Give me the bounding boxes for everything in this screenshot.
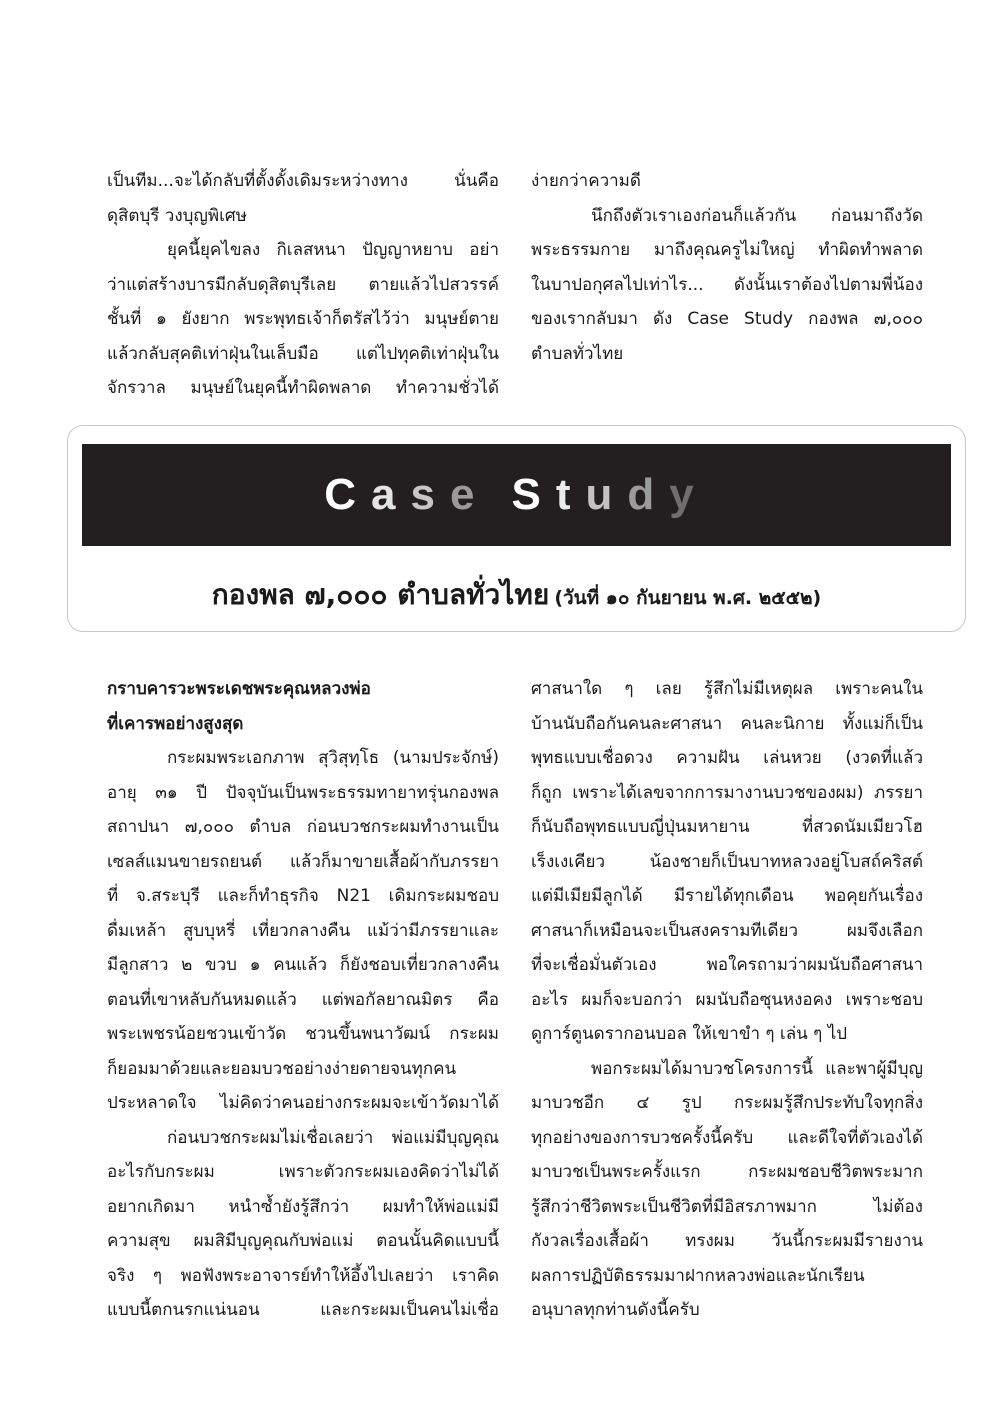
top-left-column	[107, 164, 499, 406]
text-line: ดูการ์ตูนดรากอนบอล ให้เขาขำ ๆ เล่น ๆ ไป	[531, 1024, 848, 1044]
text-line: ศาสนาก็เหมือนจะเป็นสงครามทีเดียว ผมจึงเลือก	[531, 920, 923, 941]
text-line: พระเพชรน้อยชวนเข้าวัด ชวนขึ้นพนาวัฒน์ กระผม	[107, 1024, 499, 1044]
text-line: ดื่มเหล้า สูบบุหรี่ เที่ยวกลางคืน แม้ว่ามีภรรยาและ	[107, 920, 499, 941]
banner-letter: t	[555, 470, 586, 519]
text-line: ตำบลทั่วไทย	[531, 343, 624, 364]
salutation-line: ที่เคารพอย่างสูงสุด	[107, 713, 244, 734]
text-line: อยากเกิดมา หนำซ้ำยังรู้สึกว่า ผมทำให้พ่อแม่มี	[107, 1196, 499, 1217]
case-study-date: (วันที่ ๑๐ กันยายน พ.ศ. ๒๕๕๒)	[554, 587, 822, 609]
banner-letter: s	[410, 470, 450, 519]
text-line: กังวลเรื่องเสื้อผ้า ทรงผม วันนี้กระผมมีรายงาน	[531, 1231, 923, 1251]
text-line: ก็นับถือพุทธแบบญี่ปุ่นมหายาน ที่สวดนัมเมียวโฮ	[531, 817, 923, 837]
text-line: ความสุข ผมสิมีบุญคุณกับพ่อแม่ ตอนนั้นคิดแบบนี้	[107, 1231, 499, 1251]
text-line: อะไรกับกระผม เพราะตัวกระผมเองคิดว่าไม่ได้	[107, 1162, 499, 1182]
text-line: อายุ ๓๑ ปี ปัจจุบันเป็นพระธรรมทายาทรุ่นกองพล	[107, 782, 499, 803]
bottom-left-column	[107, 672, 499, 1328]
text-line: พุทธแบบเชื่อดวง ความฝัน เล่นหวย (งวดที่แล้ว	[531, 748, 923, 768]
text-line: กระผมพระเอกภาพ สุวิสุทฺโธ (นามประจักษ์)	[167, 748, 499, 768]
text-line: พระธรรมกาย มาถึงคุณครูไม่ใหญ่ ทำผิดทำพลาด	[531, 240, 923, 260]
text-line: นึกถึงตัวเราเองก่อนก็แล้วกัน ก่อนมาถึงวัด	[591, 205, 923, 226]
text-line: มีลูกสาว ๒ ขวบ ๑ คนแล้ว ก็ยังชอบเที่ยวกลางคืน	[107, 955, 499, 975]
text-line: ทุกอย่างของการบวชครั้งนี้ครับ และดีใจที่ตัวเองได้	[531, 1127, 923, 1148]
text-line: ของเรากลับมา ดัง Case Study กองพล ๗,๐๐๐	[531, 309, 923, 329]
text-line: ประหลาดใจ ไม่คิดว่าคนอย่างกระผมจะเข้าวัดมาได้	[107, 1093, 499, 1113]
text-line: ดุสิตบุรี วงบุญพิเศษ	[107, 205, 247, 226]
case-study-banner	[82, 444, 951, 546]
text-line: ง่ายกว่าความดี	[531, 171, 641, 191]
banner-letter: d	[627, 470, 670, 519]
case-study-subtitle	[82, 565, 951, 629]
text-line: อนุบาลทุกท่านดังนี้ครับ	[531, 1300, 700, 1320]
text-line: รู้สึกว่าชีวิตพระเป็นชีวิตที่มีอิสรภาพมาก ไม่ต้อง	[531, 1196, 923, 1217]
banner-letter: C	[324, 470, 372, 519]
banner-letter: a	[371, 470, 411, 519]
text-line: ยุคนี้ยุคไขลง กิเลสหนา ปัญญาหยาบ อย่า	[167, 240, 499, 260]
text-line: ตอนที่เขาหลับกันหมดแล้ว แต่พอกัลยาณมิตร คือ	[107, 989, 499, 1010]
text-line: แล้วกลับสุคติเท่าฝุ่นในเล็บมือ แต่ไปทุคติเท่าฝุ่นใน	[107, 343, 499, 364]
text-line: แบบนี้ตกนรกแน่นอน และกระผมเป็นคนไม่เชื่อ	[107, 1300, 499, 1320]
text-line: อะไร ผมก็จะบอกว่า ผมนับถือซุนหงอคง เพราะชอบ	[531, 989, 923, 1010]
text-line: เซลส์แมนขายรถยนต์ แล้วก็มาขายเสื้อผ้ากับภรรยา	[107, 851, 499, 872]
text-line: มาบวชอีก ๔ รูป กระผมรู้สึกประทับใจทุกสิ่ง	[531, 1093, 923, 1113]
bottom-right-column	[531, 672, 923, 1328]
text-line: จักรวาล มนุษย์ในยุคนี้ทำผิดพลาด ทำความชั่วได้	[107, 378, 499, 398]
text-line: ที่ จ.สระบุรี และก็ทำธุรกิจ N21 เดิมกระผมชอบ	[107, 886, 499, 906]
banner-letter: y	[669, 470, 709, 519]
text-line: แต่มีเมียมีลูกได้ มีรายได้ทุกเดือน พอคุยกันเรื่อง	[531, 886, 923, 906]
text-line: มาบวชเป็นพระครั้งแรก กระผมชอบชีวิตพระมาก	[531, 1162, 923, 1182]
text-line: เป็นทีม...จะได้กลับที่ตั้งดั้งเดิมระหว่างทาง นั่นคือ	[107, 171, 499, 191]
text-line: จริง ๆ พอฟังพระอาจารย์ทำให้อึ้งไปเลยว่า เราคิด	[107, 1265, 499, 1286]
text-line: ก่อนบวชกระผมไม่เชื่อเลยว่า พ่อแม่มีบุญคุณ	[167, 1127, 499, 1148]
text-line: บ้านนับถือกันคนละศาสนา คนละนิกาย ทั้งแม่ก็เป็น	[531, 713, 923, 734]
text-line: ก็ยอมมาด้วยและยอมบวชอย่างง่ายดายจนทุกคน	[107, 1058, 457, 1079]
text-line: ที่จะเชื่อมั่นตัวเอง พอใครถามว่าผมนับถือศาสนา	[531, 955, 923, 975]
salutation-line: กราบคารวะพระเดชพระคุณหลวงพ่อ	[107, 679, 371, 699]
text-line: ผลการปฏิบัติธรรมมาฝากหลวงพ่อและนักเรียน	[531, 1265, 865, 1286]
text-line: ชั้นที่ ๑ ยังยาก พระพุทธเจ้าก็ตรัสไว้ว่า มนุษย์ตาย	[107, 309, 499, 329]
banner-letter: S	[511, 470, 556, 519]
banner-letter: e	[449, 470, 490, 519]
text-line: พอกระผมได้มาบวชโครงการนี้ และพาผู้มีบุญ	[591, 1058, 923, 1079]
text-line: เร็งเงเคียว น้องชายก็เป็นบาทหลวงอยู่โบสถ์คริสต์	[531, 851, 923, 872]
case-study-title: กองพล ๗,๐๐๐ ตำบลทั่วไทย	[211, 578, 550, 611]
text-line: ว่าแต่สร้างบารมีกลับดุสิตบุรีเลย ตายแล้วไปสวรรค์	[107, 274, 499, 295]
banner-letter: u	[585, 470, 628, 519]
text-line: สถาปนา ๗,๐๐๐ ตำบล ก่อนบวชกระผมทำงานเป็น	[107, 817, 499, 837]
text-line: ศาสนาใด ๆ เลย รู้สึกไม่มีเหตุผล เพราะคนใน	[531, 679, 923, 699]
top-right-column	[531, 164, 923, 371]
text-line: ในบาปอกุศลไปเท่าไร... ดังนั้นเราต้องไปตามพี่น้อง	[531, 274, 923, 295]
text-line: ก็ถูก เพราะได้เลขจากการมางานบวชของผม) ภรรยา	[531, 782, 923, 803]
